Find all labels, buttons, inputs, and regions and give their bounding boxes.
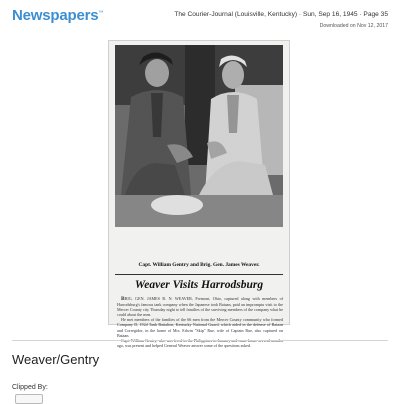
photo-caption: Capt. William Gentry and Brig. Gen. James Weaver. [138,262,260,268]
clipping-title: Weaver/Gentry [12,352,100,367]
clipped-by-label: Clipped By: [12,384,48,391]
newspapers-logo[interactable] [12,7,103,24]
clipping-photo [115,45,283,227]
download-date: Downloaded on Nov 12, 2017 [319,23,388,29]
citation-text: The Courier-Journal (Louisville, Kentucky) · Sun, Sep 16, 1945 · Page 35 [174,11,388,18]
photo-illustration [115,45,283,227]
article-body [117,296,283,358]
logo-text: Newspapers [12,7,99,24]
caption-divider [115,274,283,275]
newspaper-clipping[interactable] [108,40,290,348]
article-paragraph: ago, was present and helped General Weaver answer some of the questions asked. [117,342,251,348]
clipped-by-user-button[interactable] [15,394,43,404]
page-header [0,0,400,32]
article-paragraph: BRIG. GEN. JAMES R. N. WEAVER, Fremont, Ohio, captured along with members of Harrodsburg's famous tank company when the Japanese took Bataan, paid an impromptu visit to the Mercer County city Thursday night to tell families of the surviving members of the company what he could about the men. [117,296,283,318]
section-divider [12,340,388,341]
article-headline: Weaver Visits Harrodsburg [134,279,264,291]
article-paragraph: He met members of the families of the 66 men from the Mercer County community who formed Company D, 192d Tank Battalion, Kentucky National Guard, which aided in the defense of Bataan and Corregidor, in the home of Mrs. Edwin "Skip" Rue, wife of Captain Rue, also captured on Bataan. [117,317,283,338]
logo-trademark: ™ [98,10,104,16]
